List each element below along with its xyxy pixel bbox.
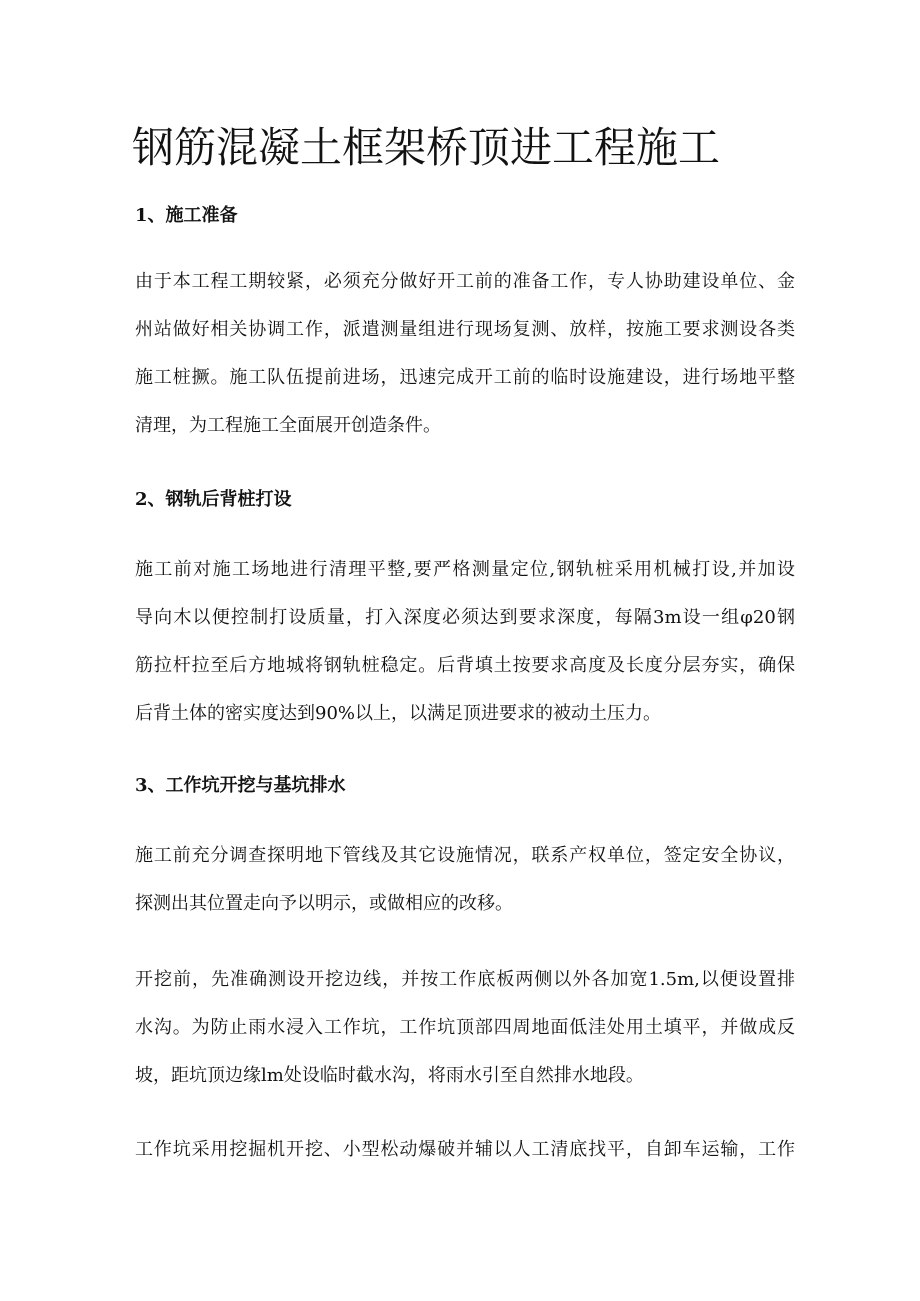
paragraph: [135, 546, 795, 738]
paragraph-line: 水沟。为防止雨水浸入工作坑，工作坑顶部四周地面低洼处用土填平，并做成反: [135, 1017, 795, 1038]
section-heading: 1、施工准备: [135, 205, 238, 226]
section-heading: 3、工作坑开挖与基坑排水: [135, 775, 346, 796]
paragraph-line: 探测出其位置走向予以明示，或做相应的改移。: [135, 893, 513, 914]
paragraph-line: 施工桩撅。施工队伍提前进场，迅速完成开工前的临时设施建设，进行场地平整: [135, 367, 795, 388]
paragraph-line: 后背土体的密实度达到90%以上，以满足顶进要求的被动土压力。: [135, 703, 662, 724]
paragraph: [135, 1126, 795, 1174]
paragraph-line: 由于本工程工期较紧，必须充分做好开工前的准备工作，专人协助建设单位、金: [135, 271, 795, 292]
section-heading: 2、钢轨后背桩打设: [135, 489, 292, 510]
paragraph-line: 开挖前，先准确测设开挖边线，并按工作底板两侧以外各加宽1.5m,以便设置排: [135, 969, 795, 990]
paragraph-line: 导向木以便控制打设质量，打入深度必须达到要求深度，每隔3m设一组φ20钢: [135, 607, 795, 628]
paragraph-line: 施工前对施工场地进行清理平整,要严格测量定位,钢轨桩采用机械打设,并加设: [135, 559, 795, 580]
paragraph: [135, 258, 795, 450]
paragraph-line: 工作坑采用挖掘机开挖、小型松动爆破并辅以人工清底找平，自卸车运输，工作: [135, 1139, 795, 1160]
paragraph: [135, 832, 795, 928]
paragraph: [135, 956, 795, 1100]
page-title: 钢筋混凝土框架桥顶进工程施工: [132, 123, 721, 172]
paragraph-line: 州站做好相关协调工作，派遣测量组进行现场复测、放样，按施工要求测设各类: [135, 319, 795, 340]
paragraph-line: 施工前充分调查探明地下管线及其它设施情况，联系产权单位，签定安全协议，: [135, 845, 795, 866]
paragraph-line: 筋拉杆拉至后方地城将钢轨桩稳定。后背填土按要求高度及长度分层夯实，确保: [135, 655, 795, 676]
paragraph-line: 清理，为工程施工全面展开创造条件。: [135, 415, 441, 436]
paragraph-line: 坡，距坑顶边缘lm处设临时截水沟，将雨水引至自然排水地段。: [135, 1065, 644, 1086]
